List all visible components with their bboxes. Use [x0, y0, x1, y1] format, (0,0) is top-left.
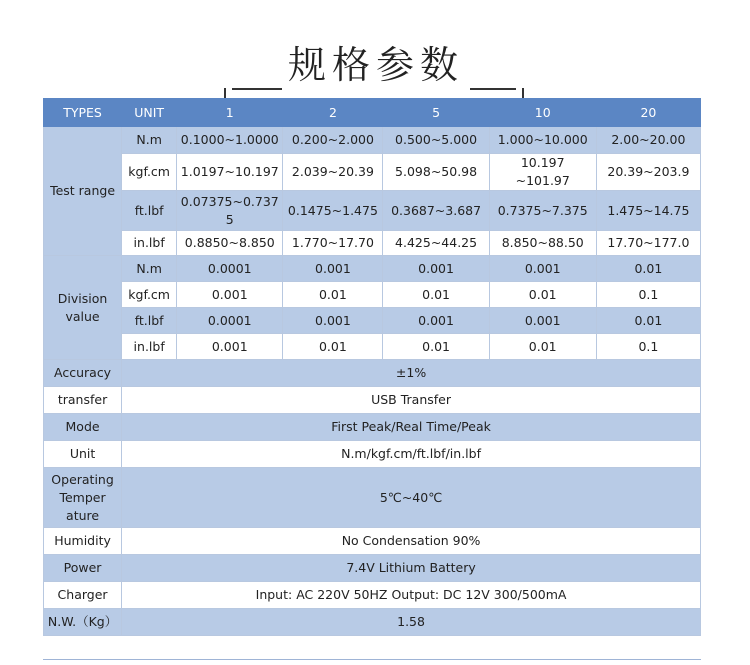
- value-cell: 0.01: [489, 282, 596, 308]
- spec-label: Operating Temper ature: [44, 468, 122, 528]
- value-cell: 0.1475~1.475: [283, 191, 383, 231]
- value-cell: 8.850~88.50: [489, 231, 596, 256]
- spec-label: Charger: [44, 582, 122, 609]
- table-row: [44, 308, 701, 334]
- spec-value: N.m/kgf.cm/ft.lbf/in.lbf: [122, 441, 701, 468]
- value-cell: 0.001: [489, 308, 596, 334]
- spec-value: No Condensation 90%: [122, 528, 701, 555]
- value-cell: 0.01: [596, 256, 700, 282]
- table-row: [44, 127, 701, 154]
- spec-row: [44, 609, 701, 636]
- value-cell: 0.01: [596, 308, 700, 334]
- value-cell: 0.001: [283, 256, 383, 282]
- header-cell: 20: [596, 99, 700, 127]
- value-cell: 0.200~2.000: [283, 127, 383, 154]
- table-row: [44, 231, 701, 256]
- table-row: [44, 191, 701, 231]
- value-cell: 0.001: [283, 308, 383, 334]
- division-value-label: Division value: [44, 256, 122, 360]
- spec-row: [44, 528, 701, 555]
- spec-value: USB Transfer: [122, 387, 701, 414]
- spec-row: [44, 360, 701, 387]
- unit-cell: in.lbf: [122, 231, 177, 256]
- table-row: [44, 282, 701, 308]
- value-cell: 0.8850~8.850: [177, 231, 283, 256]
- spec-label: N.W.（Kg）: [44, 609, 122, 636]
- unit-cell: in.lbf: [122, 334, 177, 360]
- value-cell: 0.001: [489, 256, 596, 282]
- value-cell: 1.475~14.75: [596, 191, 700, 231]
- value-cell: 0.0001: [177, 256, 283, 282]
- value-cell: 0.01: [489, 334, 596, 360]
- value-cell: 0.001: [383, 256, 489, 282]
- value-cell: 0.01: [283, 334, 383, 360]
- spec-table: [43, 98, 701, 636]
- value-cell: 1.000~10.000: [489, 127, 596, 154]
- title-ornament-right: [470, 88, 516, 90]
- spec-value: Input: AC 220V 50HZ Output: DC 12V 300/500mA: [122, 582, 701, 609]
- unit-cell: N.m: [122, 127, 177, 154]
- value-cell: 0.1000~1.0000: [177, 127, 283, 154]
- title-ornament-left: [232, 88, 282, 90]
- spec-value: 5℃~40℃: [122, 468, 701, 528]
- value-cell: 0.3687~3.687: [383, 191, 489, 231]
- value-cell: 17.70~177.0: [596, 231, 700, 256]
- value-cell: 0.500~5.000: [383, 127, 489, 154]
- value-cell: 0.001: [177, 282, 283, 308]
- header-cell: 10: [489, 99, 596, 127]
- spec-value: First Peak/Real Time/Peak: [122, 414, 701, 441]
- spec-row: [44, 387, 701, 414]
- spec-row: [44, 555, 701, 582]
- header-cell: 2: [283, 99, 383, 127]
- value-cell: 0.001: [177, 334, 283, 360]
- table-bottom-rule: [43, 659, 701, 660]
- header-row: [44, 99, 701, 127]
- spec-value: ±1%: [122, 360, 701, 387]
- header-cell: TYPES: [44, 99, 122, 127]
- spec-label: transfer: [44, 387, 122, 414]
- header-cell: UNIT: [122, 99, 177, 127]
- value-cell: 2.00~20.00: [596, 127, 700, 154]
- unit-cell: kgf.cm: [122, 154, 177, 191]
- value-cell: 0.7375~7.375: [489, 191, 596, 231]
- value-cell: 10.197 ~101.97: [489, 154, 596, 191]
- spec-row: [44, 414, 701, 441]
- value-cell: 20.39~203.9: [596, 154, 700, 191]
- test-range-label: Test range: [44, 127, 122, 256]
- value-cell: 1.770~17.70: [283, 231, 383, 256]
- unit-cell: kgf.cm: [122, 282, 177, 308]
- spec-label: Mode: [44, 414, 122, 441]
- spec-label: Unit: [44, 441, 122, 468]
- value-cell: 0.001: [383, 308, 489, 334]
- spec-label: Accuracy: [44, 360, 122, 387]
- table-row: [44, 256, 701, 282]
- header-cell: 5: [383, 99, 489, 127]
- value-cell: 2.039~20.39: [283, 154, 383, 191]
- title-block: [0, 28, 750, 88]
- unit-cell: ft.lbf: [122, 191, 177, 231]
- value-cell: 0.0001: [177, 308, 283, 334]
- table-row: [44, 334, 701, 360]
- unit-cell: ft.lbf: [122, 308, 177, 334]
- value-cell: 4.425~44.25: [383, 231, 489, 256]
- header-cell: 1: [177, 99, 283, 127]
- value-cell: 0.01: [283, 282, 383, 308]
- table-row: [44, 154, 701, 191]
- value-cell: 0.01: [383, 282, 489, 308]
- spec-value: 7.4V Lithium Battery: [122, 555, 701, 582]
- spec-row: [44, 441, 701, 468]
- value-cell: 0.07375~0.737 5: [177, 191, 283, 231]
- value-cell: 5.098~50.98: [383, 154, 489, 191]
- value-cell: 0.1: [596, 282, 700, 308]
- unit-cell: N.m: [122, 256, 177, 282]
- value-cell: 0.01: [383, 334, 489, 360]
- spec-row: [44, 582, 701, 609]
- page-title: 规格参数: [287, 43, 464, 87]
- spec-value: 1.58: [122, 609, 701, 636]
- spec-label: Power: [44, 555, 122, 582]
- value-cell: 1.0197~10.197: [177, 154, 283, 191]
- value-cell: 0.1: [596, 334, 700, 360]
- spec-row: [44, 468, 701, 528]
- spec-label: Humidity: [44, 528, 122, 555]
